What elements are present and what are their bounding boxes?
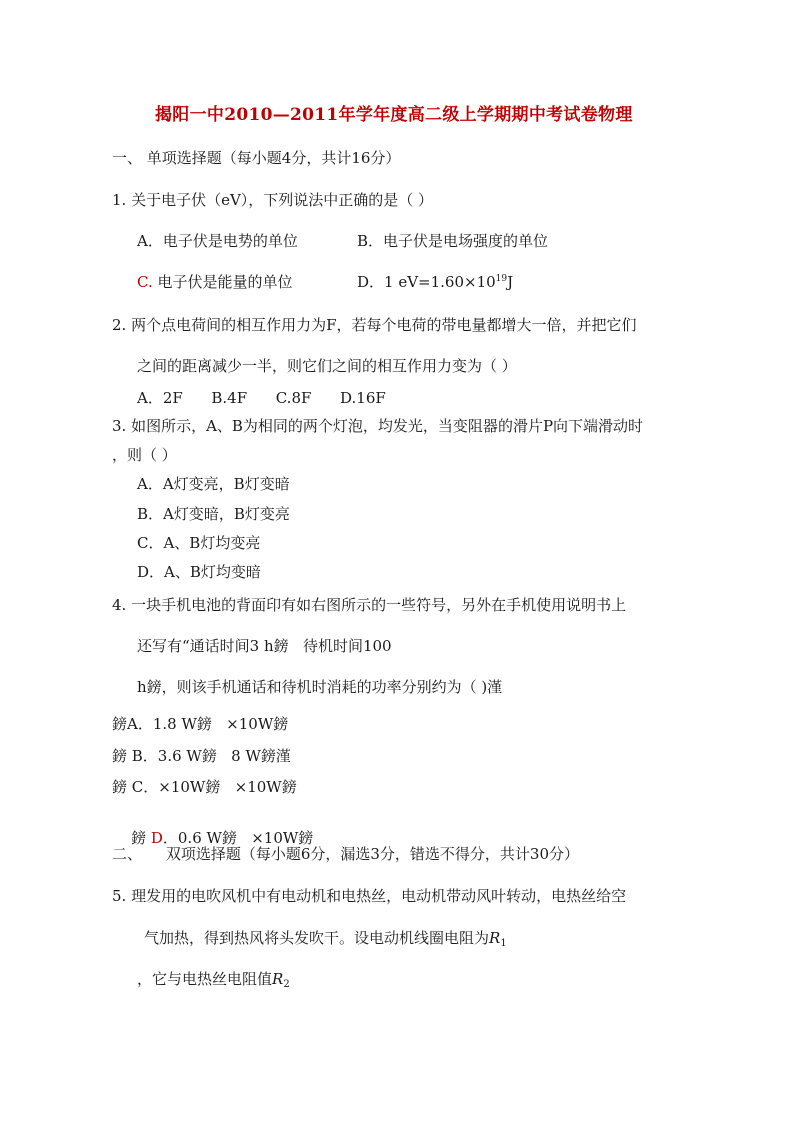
question-5-stem-line-3 [137,969,290,989]
question-5-stem-line-2 [144,928,507,948]
question-3-stem-line-2: ，则（ ） [112,446,177,464]
line-3-text: ，它与电热丝电阻值 [137,970,273,988]
section-heading-double-choice: 二、 双项选择题（每小题6分，漏选3分，错选不得分，共计30分） [112,845,580,863]
option-d-exponent: 19 [495,274,508,284]
question-3-option-a: A．A灯变亮，B灯变暗 [137,475,290,493]
resistor-symbol-r1: R [489,929,501,947]
question-3-option-d: D．A、B灯均变暗 [137,563,261,581]
question-1-option-a: A．电子伏是电势的单位 [137,232,298,250]
question-4-stem-line-2: 还写有“通话时间3 h鎊 待机时间100 [137,637,392,655]
question-3-stem-line-1: 3. 如图所示，A、B为相同的两个灯泡，均发光，当变阻器的滑片P向下端滑动时 [112,417,644,435]
option-c-letter: C. [137,273,153,291]
question-1-option-b: B．电子伏是电场强度的单位 [357,232,549,250]
question-1-stem: 1. 关于电子伏（eV），下列说法中正确的是（ ） [112,191,434,209]
question-4-option-a: 鎊A．1.8 W鎊 ×10W鎊 [112,715,289,733]
section-heading-single-choice: 一、 单项选择题（每小题4分，共计16分） [112,149,401,167]
page-title: 揭阳一中2010—2011年学年度高二级上学期期中考试卷物理 [155,105,633,125]
question-4-stem-line-3: h鎊，则该手机通话和待机时消耗的功率分别约为（ )漌 [137,678,503,696]
resistor-symbol-r2: R [272,970,284,988]
question-3-option-c: C．A、B灯均变亮 [137,534,261,552]
question-1-option-d [357,272,513,292]
question-3-option-b: B．A灯变暗，B灯变亮 [137,505,290,523]
question-2-options: A．2F B.4F C.8F D.16F [137,389,386,407]
resistor-subscript-1: 1 [500,938,507,949]
question-2-stem-line-2: 之间的距离减少一半，则它们之间的相互作用力变为（ ） [137,357,517,375]
question-4-stem-line-1: 4. 一块手机电池的背面印有如右图所示的一些符号，另外在手机使用说明书上 [112,596,627,614]
question-4-option-b: 鎊 B．3.6 W鎊 8 W鎊漌 [112,747,291,765]
option-d-text: ．0.6 W鎊 ×10W鎊 [162,829,314,847]
resistor-subscript-2: 2 [283,979,290,990]
option-d-letter: D [150,829,163,847]
option-d-prefix: 鎊 [131,829,151,847]
option-d-text: D．1 eV=1.60×10 [357,273,496,291]
option-d-unit: J [507,273,514,291]
line-2-text: 气加热，得到热风将头发吹干。设电动机线圈电阻为 [144,929,490,947]
question-5-stem-line-1: 5. 理发用的电吹风机中有电动机和电热丝，电动机带动风叶转动，电热丝给空 [112,887,627,905]
question-1-option-c [137,272,293,292]
question-2-stem-line-1: 2. 两个点电荷间的相互作用力为F，若每个电荷的带电量都增大一倍，并把它们 [112,316,637,334]
question-4-option-c: 鎊 C．×10W鎊 ×10W鎊 [112,778,297,796]
option-c-text: 电子伏是能量的单位 [152,273,293,291]
